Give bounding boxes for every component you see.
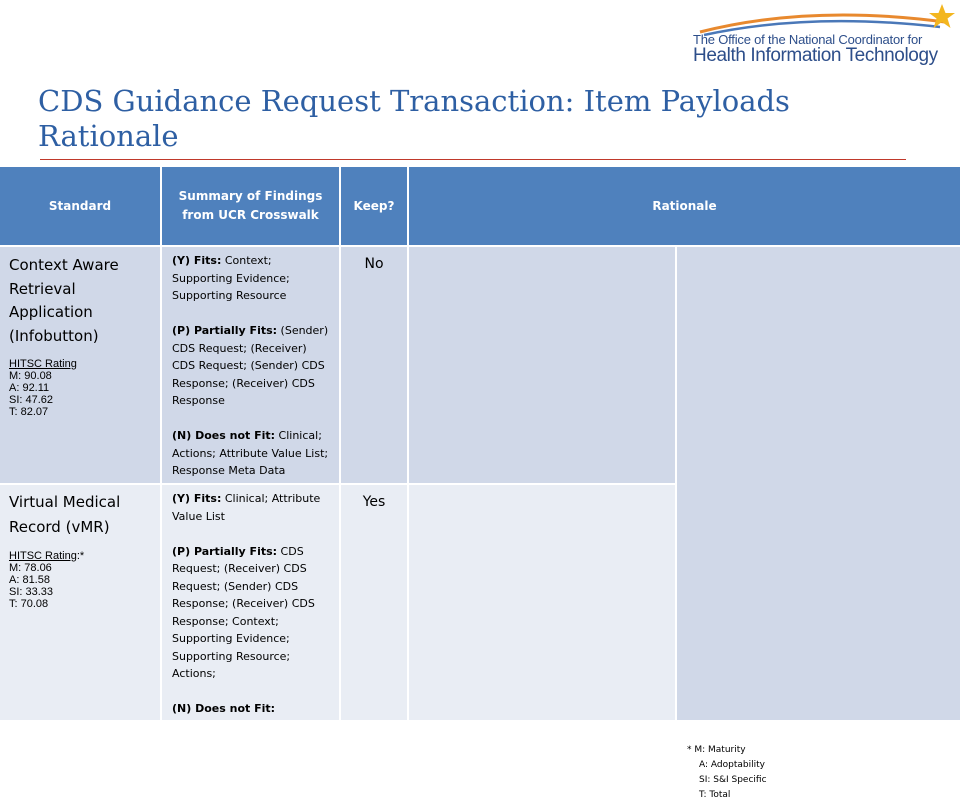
header-summary: Summary of Findings from UCR Crosswalk xyxy=(162,167,339,245)
rationale-table xyxy=(0,167,960,800)
row2-rating-a: A: 81.58 xyxy=(9,574,50,586)
row2-standard-name: Virtual Medical Record (vMR) xyxy=(9,493,121,536)
row2-rating-t: T: 70.08 xyxy=(9,598,49,610)
row2-nofit-label: (N) Does not Fit: xyxy=(172,702,276,715)
row2-rating-si: SI: 33.33 xyxy=(9,586,54,598)
row1-rationale xyxy=(409,247,675,483)
title-divider xyxy=(40,159,906,160)
logo-text-line2: Health Information Technology xyxy=(693,45,938,66)
row2-fits-label: (Y) Fits: xyxy=(172,492,222,505)
row2-rationale xyxy=(409,485,675,720)
page-title: CDS Guidance Request Transaction: Item Payloads Rationale xyxy=(38,84,790,153)
row1-rating-label: HITSC Rating xyxy=(9,358,77,370)
legend-si-specific: SI: S&I Specific xyxy=(699,775,767,785)
row1-fits-text: Context; Supporting Evidence; Supporting Resource xyxy=(172,254,290,302)
rating-legend xyxy=(677,743,767,803)
onc-logo xyxy=(690,2,958,70)
rating-legend-cell xyxy=(677,247,960,800)
row1-keep: No xyxy=(341,247,407,483)
row2-findings xyxy=(162,485,339,720)
row1-standard xyxy=(0,247,160,483)
row1-rating xyxy=(0,358,160,418)
legend-total: T: Total xyxy=(699,790,731,800)
header-standard: Standard xyxy=(0,167,160,245)
logo-text-line1: The Office of the National Coordinator for xyxy=(693,32,923,47)
row1-partial-label: (P) Partially Fits: xyxy=(172,324,278,337)
row1-partial-text: (Sender) CDS Request; (Receiver) CDS Request; (Sender) CDS Response; (Receiver) CDS Response xyxy=(172,324,329,407)
row1-fits-label: (Y) Fits: xyxy=(172,254,222,267)
header-rationale: Rationale xyxy=(409,167,960,245)
row1-findings xyxy=(162,247,339,483)
row2-rating-suffix: :* xyxy=(76,550,85,562)
row1-nofit-text: Clinical; Actions; Attribute Value List; Response Meta Data xyxy=(172,429,329,477)
row1-rating-m: M: 90.08 xyxy=(9,370,52,382)
row2-rating xyxy=(0,550,160,610)
row1-nofit-label: (N) Does not Fit: xyxy=(172,429,276,442)
row2-keep: Yes xyxy=(341,485,407,720)
row1-rating-a: A: 92.11 xyxy=(9,382,50,394)
legend-maturity: * M: Maturity xyxy=(687,745,746,755)
header-keep: Keep? xyxy=(341,167,407,245)
row2-partial-text: CDS Request; (Receiver) CDS Request; (Sender) CDS Response; (Receiver) CDS Response; Context; Supporting Evidence; Supporting Resource; Actions; xyxy=(172,544,315,680)
row2-standard xyxy=(0,485,160,720)
row2-rating-m: M: 78.06 xyxy=(9,562,52,574)
row1-rating-t: T: 82.07 xyxy=(9,406,49,418)
row2-partial-label: (P) Partially Fits: xyxy=(172,544,278,558)
row2-rating-label: HITSC Rating xyxy=(9,550,77,562)
legend-adoptability: A: Adoptability xyxy=(699,760,765,770)
row1-rating-si: SI: 47.62 xyxy=(9,394,54,406)
row2-fits-text: Clinical; Attribute Value List xyxy=(172,492,321,523)
row1-standard-name: Context Aware Retrieval Application (Infobutton) xyxy=(9,256,119,345)
